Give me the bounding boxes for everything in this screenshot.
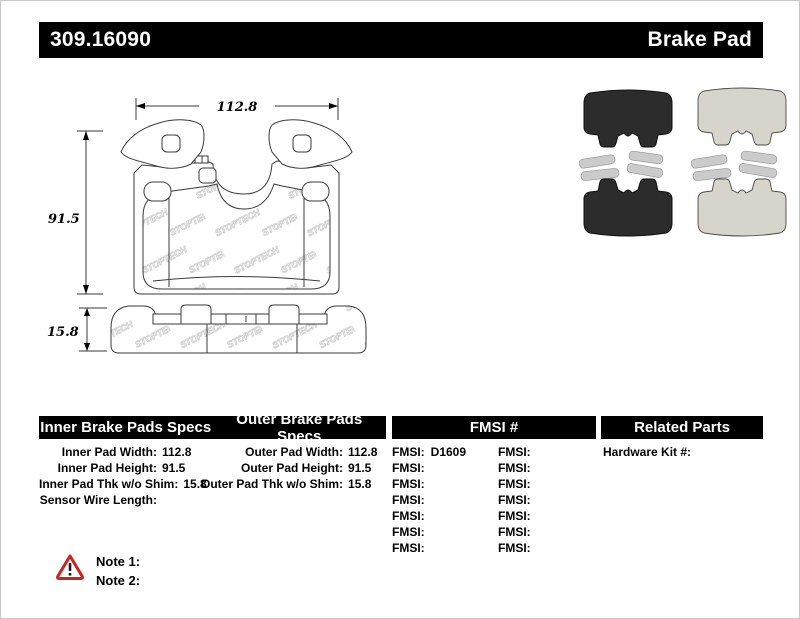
table-row [603,444,697,460]
table-row [392,524,466,540]
note-label: Note 1: [96,554,141,569]
fmsi-value [531,445,537,459]
table-row [498,508,537,524]
fmsi-value [425,493,431,507]
thickness-dimension [47,308,107,351]
fmsi-label: FMSI: [392,541,425,555]
brake-pad-technical-drawing [41,76,386,376]
spec-value: 15.8 [348,477,372,491]
part-number: 309.16090 [50,28,152,51]
fmsi-value [531,525,537,539]
fmsi-label: FMSI: [498,461,531,475]
fmsi-value [531,477,537,491]
fmsi-label: FMSI: [392,525,425,539]
fmsi-value [531,541,537,555]
fmsi-value [531,493,537,507]
fmsi-header: FMSI # [469,419,519,436]
thickness-dim-label: 15.8 [47,325,79,340]
table-row [498,460,537,476]
fmsi-label: FMSI: [392,509,425,523]
height-dim-label: 91.5 [48,212,80,227]
related-parts-header-bar [601,416,763,439]
table-row [201,444,391,460]
fmsi-value [531,509,537,523]
front-view [121,120,352,294]
outer-specs-header: Outer Brake Pads Specs [236,410,363,445]
table-row [498,444,537,460]
spec-label: Inner Pad Height: [57,461,157,475]
spec-label: Outer Pad Height: [240,461,343,475]
spec-value: 112.8 [162,445,192,459]
table-row [201,476,391,492]
table-row [392,508,466,524]
page-title: Brake Pad [647,28,752,51]
inner-specs-header: Inner Brake Pads Specs [40,419,212,436]
fmsi-value [425,477,431,491]
note-line [96,571,140,590]
fmsi-label: FMSI: [392,445,425,459]
spec-value: 91.5 [348,461,372,475]
related-part-label: Hardware Kit #: [603,445,692,459]
fmsi-column-2 [498,444,537,556]
spec-value: 112.8 [348,445,378,459]
fmsi-label: FMSI: [498,525,531,539]
pad-back-top [584,90,672,147]
table-row [39,492,249,508]
spec-value: 15.8 [183,477,207,491]
pad-back-bottom [584,179,672,236]
pad-friction-bottom [698,179,786,236]
spec-label: Sensor Wire Length: [39,493,157,507]
fmsi-value: D1609 [430,445,467,459]
width-dimension [136,98,338,120]
right-wing-clip [269,120,352,168]
notes-block [96,552,140,590]
note-line [96,552,140,571]
fmsi-column-1 [392,444,466,556]
fmsi-value [425,509,431,523]
fmsi-label: FMSI: [498,445,531,459]
side-view [111,305,366,353]
fmsi-label: FMSI: [498,477,531,491]
fmsi-label: FMSI: [392,493,425,507]
pad-friction-top [698,88,786,145]
note-label: Note 2: [96,573,141,588]
table-row [498,540,537,556]
table-row [201,460,391,476]
spec-value: 91.5 [162,461,186,475]
warning-icon [55,553,85,581]
spec-label: Outer Pad Width: [245,445,343,459]
outer-specs-column [201,444,391,492]
height-dimension [48,131,103,294]
fmsi-value [531,461,537,475]
spec-label: Inner Pad Width: [61,445,157,459]
fmsi-value [425,541,431,555]
fmsi-value [425,525,431,539]
fmsi-label: FMSI: [392,477,425,491]
fmsi-value [425,461,431,475]
related-parts-column [603,444,697,460]
fmsi-label: FMSI: [498,509,531,523]
table-row [498,476,537,492]
table-row [392,444,466,460]
fmsi-header-bar [392,416,596,439]
brake-pad-product-photo [579,83,794,243]
table-row [392,492,466,508]
table-row [392,476,466,492]
fmsi-label: FMSI: [498,493,531,507]
table-row [392,540,466,556]
fmsi-label: FMSI: [498,541,531,555]
width-dim-label: 112.8 [216,100,258,115]
table-row [498,492,537,508]
related-parts-header: Related Parts [634,419,730,436]
table-row [392,460,466,476]
table-row [498,524,537,540]
left-wing-clip [121,120,204,168]
spec-label: Outer Pad Thk w/o Shim: [201,477,344,491]
shim-clips [579,151,777,181]
spec-value [157,492,162,508]
related-part-value [691,445,697,459]
specs-header-bar [39,410,386,445]
fmsi-label: FMSI: [392,461,425,475]
title-bar [39,22,763,58]
spec-label: Inner Pad Thk w/o Shim: [39,477,179,491]
